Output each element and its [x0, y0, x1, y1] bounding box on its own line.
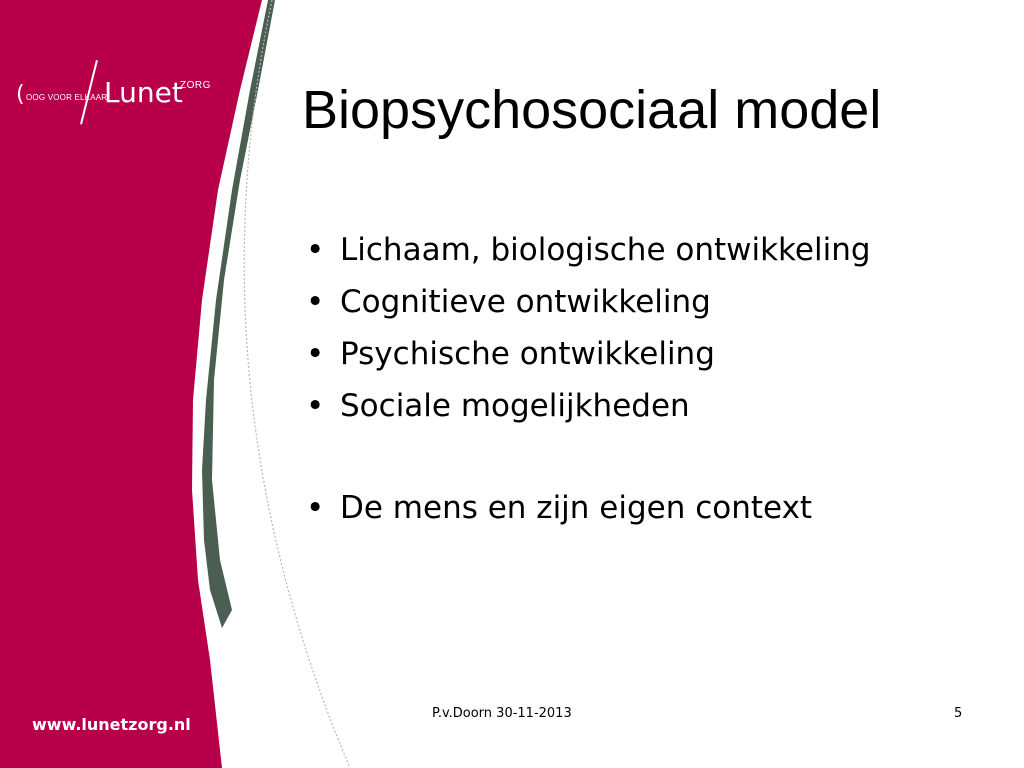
- bullet-icon: •: [306, 490, 325, 526]
- bullet-item: [302, 228, 871, 280]
- bullet-text: Lichaam, biologische ontwikkeling: [340, 232, 871, 268]
- bullet-text: Cognitieve ontwikkeling: [340, 284, 711, 320]
- bullet-icon: •: [306, 388, 325, 424]
- bullet-list: [302, 228, 871, 538]
- logo-brand-name: Lunet: [104, 76, 183, 109]
- website-url: www.lunetzorg.nl: [32, 715, 191, 734]
- bullet-icon: •: [306, 232, 325, 268]
- bullet-icon: •: [306, 336, 325, 372]
- bullet-item: [302, 280, 871, 332]
- bullet-item: [302, 332, 871, 384]
- bullet-icon: •: [306, 284, 325, 320]
- logo-bracket-icon: (: [16, 82, 25, 107]
- bullet-text: Psychische ontwikkeling: [340, 336, 715, 372]
- footer-author-date: P.v.Doorn 30-11-2013: [432, 706, 572, 721]
- logo-brand-sub: ZORG: [180, 80, 211, 91]
- bullet-text: Sociale mogelijkheden: [340, 388, 690, 424]
- bullet-item: [302, 486, 871, 538]
- bullet-item: [302, 384, 871, 436]
- slide-title: Biopsychosociaal model: [302, 80, 882, 140]
- lunet-zorg-logo: [16, 58, 226, 130]
- bullet-text: De mens en zijn eigen context: [340, 490, 813, 526]
- logo-tagline: OOG VOOR ELKAAR: [26, 93, 108, 102]
- page-number: 5: [954, 706, 963, 721]
